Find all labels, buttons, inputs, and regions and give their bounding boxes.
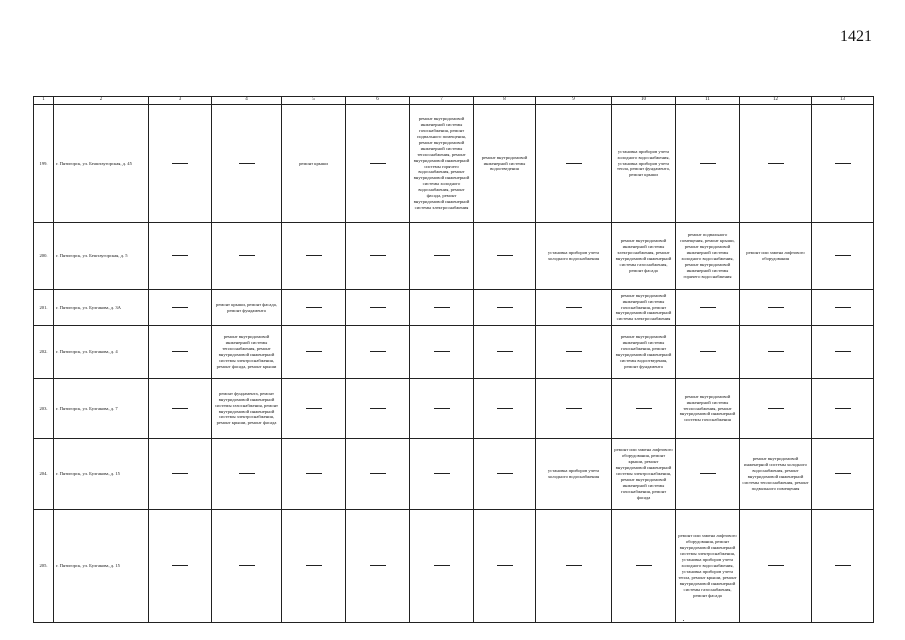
empty-dash <box>700 351 716 352</box>
row-number-cell: 201. <box>34 290 54 326</box>
row-number-cell: 199. <box>34 105 54 223</box>
empty-dash <box>636 408 652 409</box>
address-cell: г. Пятигорск, ул. Булгакова, д. 15 <box>54 510 149 623</box>
work-cell <box>282 223 346 290</box>
column-number-cell: 3 <box>149 97 212 105</box>
work-cell <box>282 290 346 326</box>
work-cell: ремонт внутридомовой инженерной системы теплоснабжения, ремонт внутридомовой инженерной системы электроснабжения, ремонт фасада, ремонт крыши <box>212 326 282 379</box>
work-cell <box>346 510 410 623</box>
empty-dash <box>835 351 851 352</box>
empty-dash <box>370 473 386 474</box>
empty-dash <box>700 163 716 164</box>
empty-dash <box>768 163 784 164</box>
empty-dash <box>566 351 582 352</box>
work-cell <box>740 290 812 326</box>
empty-dash <box>835 473 851 474</box>
column-number-cell: 8 <box>474 97 536 105</box>
work-cell <box>149 326 212 379</box>
work-cell <box>740 510 812 623</box>
empty-dash <box>306 307 322 308</box>
work-cell <box>212 510 282 623</box>
work-cell <box>346 326 410 379</box>
empty-dash <box>239 163 255 164</box>
row-number-cell: 200. <box>34 223 54 290</box>
works-table <box>33 96 874 623</box>
work-cell <box>346 379 410 439</box>
work-cell: ремонт или замена лифтового оборудования <box>740 223 812 290</box>
work-cell <box>740 105 812 223</box>
work-cell: ремонт внутридомовой инженерной системы холодного водоснабжения, ремонт внутридомовой инженерной системы теплоснабжения, ремонт подвального помещения <box>740 439 812 510</box>
work-cell <box>410 290 474 326</box>
work-cell <box>410 439 474 510</box>
empty-dash <box>497 473 513 474</box>
empty-dash <box>172 351 188 352</box>
work-cell <box>536 290 612 326</box>
empty-dash <box>434 351 450 352</box>
empty-dash <box>172 307 188 308</box>
work-cell <box>149 379 212 439</box>
empty-dash <box>835 408 851 409</box>
work-cell <box>149 439 212 510</box>
empty-dash <box>370 351 386 352</box>
empty-dash <box>306 473 322 474</box>
empty-dash <box>370 307 386 308</box>
empty-dash <box>370 565 386 566</box>
column-number-cell: 12 <box>740 97 812 105</box>
work-cell <box>612 379 676 439</box>
work-cell: ремонт или замена лифтового оборудования, ремонт крыши, ремонт внутридомовой инженерной системы электроснабжения, ремонт внутридомовой инженерной системы газоснабжения, ремонт фасада <box>612 439 676 510</box>
work-cell <box>474 379 536 439</box>
empty-dash <box>172 473 188 474</box>
work-cell: ремонт внутридомовой инженерной системы электроснабжения, ремонт внутридомовой инженерной системы газоснабжения, ремонт фасада <box>612 223 676 290</box>
work-cell <box>282 326 346 379</box>
work-cell <box>474 290 536 326</box>
work-cell <box>410 510 474 623</box>
address-cell: г. Пятигорск, ул. Булгакова, д. 3А <box>54 290 149 326</box>
empty-dash <box>497 351 513 352</box>
work-cell <box>346 290 410 326</box>
empty-dash <box>239 255 255 256</box>
work-cell <box>346 439 410 510</box>
address-cell: г. Пятигорск, ул. Булгакова, д. 4 <box>54 326 149 379</box>
work-cell <box>812 223 874 290</box>
empty-dash <box>768 351 784 352</box>
work-cell <box>474 223 536 290</box>
empty-dash <box>172 565 188 566</box>
work-cell <box>536 510 612 623</box>
table-row <box>34 379 874 439</box>
work-cell <box>474 326 536 379</box>
empty-dash <box>566 163 582 164</box>
work-cell <box>812 290 874 326</box>
empty-dash <box>835 307 851 308</box>
empty-dash <box>172 255 188 256</box>
work-cell <box>346 105 410 223</box>
work-cell <box>812 105 874 223</box>
work-cell: ремонт внутридомовой инженерной системы теплоснабжения, ремонт внутридомовой инженерной системы газоснабжения <box>676 379 740 439</box>
column-number-cell: 2 <box>54 97 149 105</box>
work-cell <box>812 439 874 510</box>
work-cell <box>149 290 212 326</box>
work-cell: ремонт внутридомовой инженерной системы газоснабжения, ремонт внутридомовой инженерной системы водоотведения, ремонт фундамента <box>612 326 676 379</box>
column-number-cell: 13 <box>812 97 874 105</box>
empty-dash <box>768 307 784 308</box>
work-cell <box>676 105 740 223</box>
work-cell: установка приборов учета холодного водоснабжения <box>536 223 612 290</box>
work-cell <box>149 510 212 623</box>
empty-dash <box>566 565 582 566</box>
row-number-cell: 202. <box>34 326 54 379</box>
work-cell <box>410 379 474 439</box>
empty-dash <box>306 255 322 256</box>
empty-dash <box>306 565 322 566</box>
column-number-cell: 11 <box>676 97 740 105</box>
work-cell <box>410 223 474 290</box>
empty-dash <box>768 408 784 409</box>
work-cell <box>346 223 410 290</box>
empty-dash <box>636 565 652 566</box>
column-number-cell: 1 <box>34 97 54 105</box>
work-cell <box>149 223 212 290</box>
work-cell: ремонт фундамента, ремонт внутридомовой инженерной системы газоснабжения, ремонт внутридомовой инженерной системы электроснабжения, ремонт крыши, ремонт фасада <box>212 379 282 439</box>
work-cell <box>282 510 346 623</box>
work-cell <box>676 326 740 379</box>
work-cell <box>612 510 676 623</box>
work-cell: ремонт внутридомовой инженерной системы газоснабжения, ремонт подвального помещения, ремонт внутридомовой инженерной системы теплоснабжения, ремонт внутридомовой инженерной системы горячего водоснабжения, ремонт внутридомовой инженерной системы холодного водоснабжения, ремонт фасада, ремонт внутридомовой инженерной системы электроснабжения <box>410 105 474 223</box>
row-number-cell: 205. <box>34 510 54 623</box>
table-row <box>34 439 874 510</box>
work-cell <box>149 105 212 223</box>
work-cell <box>474 439 536 510</box>
work-cell: ремонт внутридомовой инженерной системы газоснабжения, ремонт внутридомовой инженерной системы электроснабжения <box>612 290 676 326</box>
work-cell <box>212 105 282 223</box>
column-number-row <box>34 97 874 105</box>
work-cell <box>812 510 874 623</box>
work-cell <box>282 439 346 510</box>
column-number-cell: 4 <box>212 97 282 105</box>
work-cell <box>536 326 612 379</box>
empty-dash <box>497 307 513 308</box>
table-row <box>34 105 874 223</box>
work-cell <box>536 105 612 223</box>
table-row <box>34 510 874 623</box>
column-number-cell: 9 <box>536 97 612 105</box>
address-cell: г. Пятигорск, ул. Бештаугорская, д. 5 <box>54 223 149 290</box>
empty-dash <box>434 473 450 474</box>
work-cell <box>812 326 874 379</box>
empty-dash <box>566 408 582 409</box>
row-number-cell: 203. <box>34 379 54 439</box>
empty-dash <box>835 255 851 256</box>
work-cell <box>410 326 474 379</box>
column-number-cell: 7 <box>410 97 474 105</box>
column-number-cell: 10 <box>612 97 676 105</box>
scan-speck <box>683 620 684 621</box>
row-number-cell: 204. <box>34 439 54 510</box>
empty-dash <box>306 351 322 352</box>
work-cell <box>676 439 740 510</box>
page-number: 1421 <box>840 28 872 45</box>
work-cell <box>474 510 536 623</box>
empty-dash <box>835 565 851 566</box>
empty-dash <box>434 255 450 256</box>
empty-dash <box>370 255 386 256</box>
work-cell: установка приборов учета холодного водоснабжения <box>536 439 612 510</box>
empty-dash <box>566 307 582 308</box>
address-cell: г. Пятигорск, ул. Булгакова, д. 7 <box>54 379 149 439</box>
empty-dash <box>434 408 450 409</box>
empty-dash <box>370 408 386 409</box>
table-row <box>34 290 874 326</box>
empty-dash <box>239 473 255 474</box>
work-cell <box>212 439 282 510</box>
column-number-cell: 6 <box>346 97 410 105</box>
column-number-cell: 5 <box>282 97 346 105</box>
work-cell <box>212 223 282 290</box>
work-cell: ремонт крыши, ремонт фасада, ремонт фундамента <box>212 290 282 326</box>
table-row <box>34 223 874 290</box>
work-cell: установка приборов учета холодного водоснабжения, установка приборов учета тепла, ремонт фундамента, ремонт крыши <box>612 105 676 223</box>
work-cell <box>676 290 740 326</box>
empty-dash <box>172 408 188 409</box>
empty-dash <box>434 565 450 566</box>
empty-dash <box>370 163 386 164</box>
empty-dash <box>700 473 716 474</box>
work-cell: ремонт внутридомовой инженерной системы водоотведения <box>474 105 536 223</box>
empty-dash <box>497 565 513 566</box>
work-cell <box>282 379 346 439</box>
work-cell <box>740 326 812 379</box>
work-cell: ремонт подвального помещения, ремонт крыши, ремонт внутридомовой инженерной системы холодного водоснабжения, ремонт внутридомовой инженерной системы горячего водоснабжения <box>676 223 740 290</box>
empty-dash <box>700 307 716 308</box>
empty-dash <box>239 565 255 566</box>
table-row <box>34 326 874 379</box>
address-cell: г. Пятигорск, ул. Булгакова, д. 15 <box>54 439 149 510</box>
empty-dash <box>434 307 450 308</box>
work-cell <box>812 379 874 439</box>
empty-dash <box>497 408 513 409</box>
empty-dash <box>172 163 188 164</box>
work-cell: ремонт крыши <box>282 105 346 223</box>
empty-dash <box>306 408 322 409</box>
work-cell <box>536 379 612 439</box>
empty-dash <box>497 255 513 256</box>
work-cell: ремонт или замена лифтового оборудования, ремонт внутридомовой инженерной системы электроснабжения, установка приборов учета холодного водоснабжения, установка приборов учета тепла, ремонт крыши, ремонт внутридомовой инженерной системы газоснабжения, ремонт фасада <box>676 510 740 623</box>
work-cell <box>740 379 812 439</box>
address-cell: г. Пятигорск, ул. Беаштаугорская, д. 45 <box>54 105 149 223</box>
empty-dash <box>768 565 784 566</box>
empty-dash <box>835 163 851 164</box>
